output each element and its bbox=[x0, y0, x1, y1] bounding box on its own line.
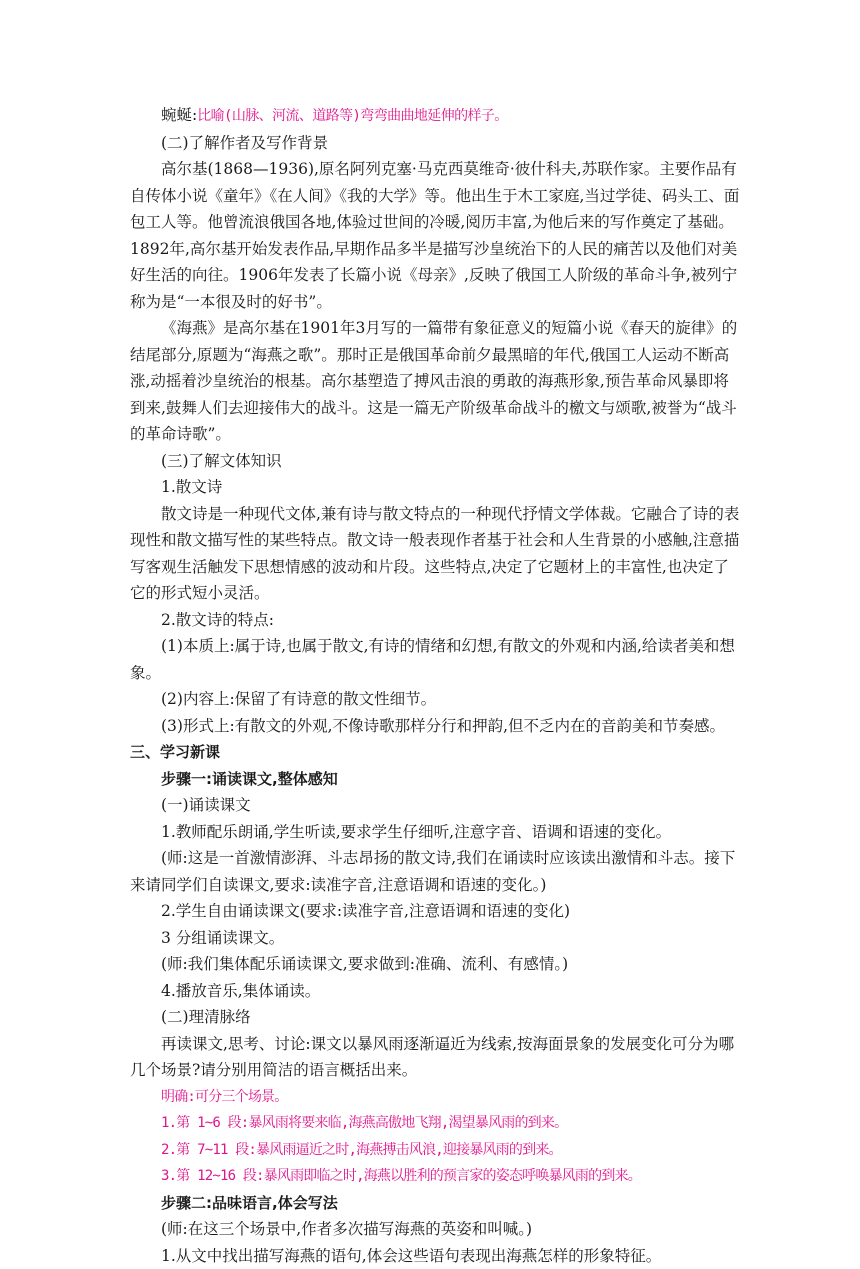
feature-3: (3)形式上:有散文的外观,不像诗歌那样分行和押韵,但不乏内在的音韵美和节奏感。 bbox=[130, 713, 742, 740]
genre-subheading-1: 1.散文诗 bbox=[130, 474, 742, 501]
reading-item-1: 1.教师配乐朗诵,学生听读,要求学生仔细听,注意字音、语调和语速的变化。 bbox=[130, 819, 742, 846]
step-one-heading: 步骤一:诵读课文,整体感知 bbox=[130, 766, 742, 793]
context-question: 再读课文,思考、讨论:课文以暴风雨逐渐逼近为线索,按海面景象的发展变化可分为哪几个场景?请分别用简洁的语言概括出来。 bbox=[130, 1031, 742, 1084]
genre-paragraph: 散文诗是一种现代文体,兼有诗与散文特点的一种现代抒情文学体裁。它融合了诗的表现性和散文描写性的某些特点。散文诗一般表现作者基于社会和人生背景的小感触,注意描写客观生活触发下思想情感的波动和片段。这些特点,决定了它题材上的丰富性,也决定了它的形式短小灵活。 bbox=[130, 501, 742, 607]
context-heading: (二)理清脉络 bbox=[130, 1004, 742, 1031]
vocab-definition: 比喻(山脉、河流、道路等)弯弯曲曲地延伸的样子。 bbox=[197, 108, 507, 124]
author-paragraph: 高尔基(1868—1936),原名阿列克塞·马克西莫维奇·彼什科夫,苏联作家。主要作品有自传体小说《童年》《在人间》《我的大学》等。他出生于木工家庭,当过学徒、码头工、面包工人等。他曾流浪俄国各地,体验过世间的冷暖,阅历丰富,为他后来的写作奠定了基础。1892年,高尔基开始发表作品,早期作品多半是描写沙皇统治下的人民的痛苦以及他们对美好生活的向往。1906年发表了长篇小说《母亲》,反映了俄国工人阶级的革命斗争,被列宁称为是“一本很及时的好书”。 bbox=[130, 156, 742, 315]
vocab-line bbox=[130, 102, 742, 130]
genre-subheading-2: 2.散文诗的特点: bbox=[130, 607, 742, 634]
vocab-term: 蜿蜒: bbox=[161, 106, 197, 124]
answer-item-3: 3.第 12~16 段:暴风雨即临之时,海燕以胜利的预言家的姿态呼唤暴风雨的到来。 bbox=[130, 1163, 742, 1190]
reading-note-3: (师:我们集体配乐诵读课文,要求做到:准确、流利、有感情。) bbox=[130, 951, 742, 978]
reading-item-3: 3 分组诵读课文。 bbox=[130, 925, 742, 952]
new-lesson-heading: 三、学习新课 bbox=[130, 739, 742, 766]
feature-2: (2)内容上:保留了有诗意的散文性细节。 bbox=[130, 686, 742, 713]
answer-item-2: 2.第 7~11 段:暴风雨逼近之时,海燕搏击风浪,迎接暴风雨的到来。 bbox=[130, 1137, 742, 1164]
genre-heading: (三)了解文体知识 bbox=[130, 448, 742, 475]
reading-heading: (一)诵读课文 bbox=[130, 792, 742, 819]
reading-item-2: 2.学生自由诵读课文(要求:读准字音,注意语调和语速的变化) bbox=[130, 898, 742, 925]
feature-1: (1)本质上:属于诗,也属于散文,有诗的情绪和幻想,有散文的外观和内涵,给读者美和想象。 bbox=[130, 633, 742, 686]
background-paragraph: 《海燕》是高尔基在1901年3月写的一篇带有象征意义的短篇小说《春天的旋律》的结尾部分,原题为“海燕之歌”。那时正是俄国革命前夕最黑暗的年代,俄国工人运动不断高涨,动摇着沙皇统治的根基。高尔基塑造了搏风击浪的勇敢的海燕形象,预告革命风暴即将到来,鼓舞人们去迎接伟大的战斗。这是一篇无产阶级革命战斗的檄文与颂歌,被誉为“战斗的革命诗歌”。 bbox=[130, 315, 742, 448]
step-two-question-1: 1.从文中找出描写海燕的语句,体会这些语句表现出海燕怎样的形象特征。 bbox=[130, 1243, 742, 1269]
reading-item-4: 4.播放音乐,集体诵读。 bbox=[130, 978, 742, 1005]
page-content bbox=[130, 102, 742, 1269]
step-two-note: (师:在这三个场景中,作者多次描写海燕的英姿和叫喊。) bbox=[130, 1216, 742, 1243]
step-two-heading: 步骤二:品味语言,体会写法 bbox=[130, 1190, 742, 1217]
author-heading: (二)了解作者及写作背景 bbox=[130, 130, 742, 157]
answer-item-1: 1.第 1~6 段:暴风雨将要来临,海燕高傲地飞翔,渴望暴风雨的到来。 bbox=[130, 1110, 742, 1137]
answer-intro: 明确:可分三个场景。 bbox=[130, 1084, 742, 1111]
reading-note-1: (师:这是一首激情澎湃、斗志昂扬的散文诗,我们在诵读时应该读出激情和斗志。接下来请同学们自读课文,要求:读准字音,注意语调和语速的变化。) bbox=[130, 845, 742, 898]
